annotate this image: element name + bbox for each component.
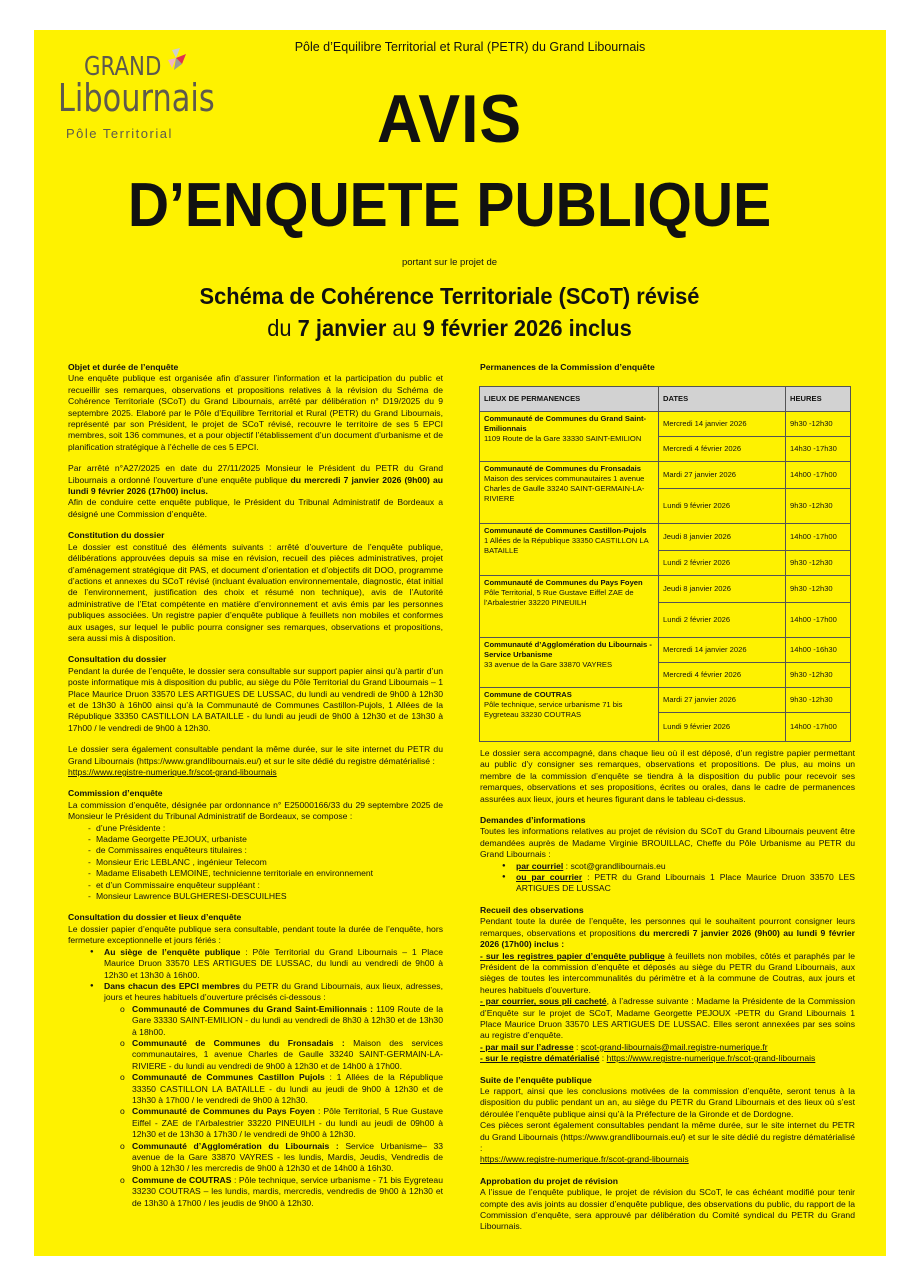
list-item: ● par courriel : scot@grandlibournais.eu	[480, 861, 855, 872]
list-item: - de Commissaires enquêteurs titulaires :	[68, 845, 443, 856]
table-cell: Mardi 27 janvier 2026	[659, 688, 786, 713]
table-cell: Jeudi 8 janvier 2026	[659, 524, 786, 551]
column-header: DATES	[659, 387, 786, 412]
logo-star-icon	[158, 44, 194, 80]
list-item: - Monsieur Eric LEBLANC , ingénieur Telecom	[68, 857, 443, 868]
table-cell: Mercredi 4 février 2026	[659, 663, 786, 688]
table-header-row	[480, 387, 851, 412]
table-cell: 9h30 -12h30	[786, 663, 851, 688]
section-heading: Recueil des observations	[480, 904, 584, 915]
table-row	[480, 524, 851, 551]
organization-header: Pôle d’Equilibre Territorial et Rural (PETR) du Grand Libournais	[294, 40, 646, 54]
list-item: o Communauté de Communes du Grand Saint-Emilionnais : 1109 Route de la Gare 33330 SAINT-EMILION - du lundi au vendredi de 8h30 à 12h30 et de 13h30 à 18h00.	[68, 1004, 443, 1038]
list-item: - Madame Elisabeth LEMOINE, technicienne territoriale en environnement	[68, 868, 443, 879]
logo-grand-text: GRAND	[84, 52, 162, 82]
email-link[interactable]: scot-grand-libournais@mail.registre-numerique.fr	[580, 1041, 768, 1052]
table-cell: 14h30 -17h30	[786, 437, 851, 462]
paragraph: A l’issue de l’enquête publique, le projet de révision du SCoT, le cas échéant modifié pour tenir compte des avis joints au dossier d’enquête publique, des observations du public, du rapport de la Commission d’enquête, sera approuvé par délibération du Comité syndical du PETR du Grand Libournais.	[480, 1187, 855, 1232]
list-item: ● Au siège de l’enquête publique : Pôle Territorial du Grand Libournais – 1 Place Maurice Druon 33570 LES ARTIGUES DE LUSSAC, du lundi au vendredi de 9h00 à 12h30 et 13h30 à 16h00.	[68, 947, 443, 981]
paragraph: - sur les registres papier d’enquête publique à feuillets non mobiles, côtés et paraphés par le Président de la commission d’enquête et déposés au siège du PETR du Grand Libournais, aux sièges de toutes les intercommunalités du périmètre et à la commune de Coutras, aux jours et heures habituels d’ouverture.	[480, 950, 855, 995]
table-cell: Mardi 27 janvier 2026	[659, 462, 786, 489]
commission-list	[68, 823, 443, 903]
section-heading: Suite de l’enquête publique	[480, 1074, 592, 1085]
table-cell: 9h30 -12h30	[786, 688, 851, 713]
section-heading: Constitution du dossier	[68, 530, 165, 541]
registre-link[interactable]: https://www.registre-numerique.fr/scot-grand-libournais	[606, 1053, 816, 1064]
paragraph: Par arrêté n°A27/2025 en date du 27/11/2025 Monsieur le Président du PETR du Grand Libournais a ordonné l’ouverture d’une enquête publique du mercredi 7 janvier 2026 (9h00) au lundi 9 février 2026 (17h00) inclus.	[68, 463, 443, 497]
paragraph: Ces pièces seront également consultables pendant la même durée, sur le site internet du PETR du Grand Libournais (https://www.grandlibournais.eu/) et sur le site dédié du registre dématérialisé :	[480, 1120, 855, 1153]
table-cell: 9h30 -12h30	[786, 489, 851, 524]
table-cell: Commune de COUTRAS Pôle technique, service urbanisme 71 bis Eygreteau 33230 COUTRAS	[480, 688, 659, 742]
paragraph: Toutes les informations relatives au projet de révision du SCoT du Grand Libournais peuvent être demandées auprès de Madame Virginie BROUILLAC, Cheffe du Pôle Urbanisme au PETR du Grand Libournais :	[480, 826, 855, 860]
table-cell: Lundi 9 février 2026	[659, 489, 786, 524]
table-cell: 14h00 -17h00	[786, 524, 851, 551]
paragraph: Pendant toute la durée de l’enquête, les personnes qui le souhaitent pourront consigner leurs remarques, observations et propositions du mercredi 7 janvier 2026 (9h00) au lundi 9 février 2026 (17h00) inclus :	[480, 916, 855, 950]
title-enquete-publique: D’ENQUETE PUBLIQUE	[127, 171, 772, 240]
list-item: - Monsieur Lawrence BULGHERESI-DESCUILHES	[68, 891, 443, 902]
epci-list	[68, 1004, 443, 1209]
column-header: LIEUX DE PERMANENCES	[480, 387, 659, 412]
registre-link[interactable]: https://www.registre-numerique.fr/scot-grand-libournais	[68, 767, 277, 777]
table-cell: Mercredi 4 février 2026	[659, 437, 786, 462]
paragraph: Le dossier sera accompagné, dans chaque lieu où il est déposé, d’un registre papier permettant au public d’y consigner ses remarques, observations et propositions. De plus, au moins un membre de la commission d’enquête se tiendra à la disposition du public pour recevoir ses remarques, observations et ses propositions, écrites ou orales, dans le cadre de permanences assurées aux lieux, jours et heures figurant dans le tableau ci-dessus.	[480, 748, 855, 804]
table-cell: Mercredi 14 janvier 2026	[659, 412, 786, 437]
paragraph: Le rapport, ainsi que les conclusions motivées de la commission d’enquête, seront tenus à la disposition du public pendant un an, au siège du PETR du Grand Libournais et des lieux où s’est déroulée l’enquête publique ainsi qu’à la Préfecture de la Gironde et de Dordogne.	[480, 1085, 855, 1119]
list-item: o Communauté de Communes du Pays Foyen : Pôle Territorial, 5 Rue Gustave Eiffel - ZAE de l’Arbalestrier 33220 PINEUILH - du lundi au jeudi de 09h00 à 12h30 et de 13h30 à 17h30 / le vendredi de 9h00 à 12h30.	[68, 1106, 443, 1140]
list-item: o Commune de COUTRAS : Pôle technique, service urbanisme - 71 bis Eygreteau 33230 COUTRAS – les lundis, mardis, mercredis, vendredis de 9h00 à 12h30 et de 13h30 à 17h00 / les jeudis de 9h00 à 12h30.	[68, 1175, 443, 1209]
table-cell: 14h00 -17h00	[786, 462, 851, 489]
list-item: - et d’un Commissaire enquêteur suppléant :	[68, 880, 443, 891]
subtitle-scot: Schéma de Cohérence Territoriale (SCoT) révisé	[199, 283, 700, 309]
section-heading: Consultation du dossier	[68, 654, 167, 665]
column-header: HEURES	[786, 387, 851, 412]
list-item: - d’une Présidente :	[68, 823, 443, 834]
permanences-title: Permanences de la Commission d’enquête	[480, 362, 655, 372]
paragraph: - par mail sur l’adresse : scot-grand-libournais@mail.registre-numerique.fr	[480, 1041, 768, 1052]
table-row	[480, 576, 851, 603]
table-row	[480, 412, 851, 437]
table-cell: 14h00 -17h00	[786, 713, 851, 742]
table-cell: Communauté de Communes du Pays Foyen Pôle Territorial, 5 Rue Gustave Eiffel ZAE de l’Arbalestrier 33220 PINEUILH	[480, 576, 659, 638]
table-cell: Lundi 2 février 2026	[659, 551, 786, 576]
paragraph: Le dossier sera également consultable pendant la même durée, sur le site internet du PETR du Grand Libournais (https://www.grandlibournais.eu/) et sur le site dédié du registre dématérialisé :	[68, 744, 443, 766]
list-item: o Communauté de Communes du Fronsadais : Maison des services communautaires, 1 avenue Charles de Gaulle 33240 SAINT-GERMAIN-LA-RIVIERE - du lundi au vendredi de 9h00 à 12h30 et de 14h00 à 17h00.	[68, 1038, 443, 1072]
table-row	[480, 638, 851, 663]
permanences-table	[479, 386, 851, 742]
table-cell: 14h00 -16h30	[786, 638, 851, 663]
table-cell: Communauté d’Agglomération du Libournais - Service Urbanisme 33 avenue de la Gare 33870 VAYRES	[480, 638, 659, 688]
table-cell: Lundi 2 février 2026	[659, 603, 786, 638]
paragraph: - sur le registre dématérialisé : https://www.registre-numerique.fr/scot-grand-libournais	[480, 1053, 816, 1064]
table-cell: Lundi 9 février 2026	[659, 713, 786, 742]
table-cell: Communauté de Communes du Fronsadais Maison des services communautaires 1 avenue Charles de Gaulle 33240 SAINT-GERMAIN-LA-RIVIERE	[480, 462, 659, 524]
list-item: o Communauté d’Agglomération du Libournais : Service Urbanisme– 33 avenue de la Gare 33870 VAYRES - les lundis, Mardis, Jeudis, Vendredis de 9h00 à 12h30 / les mercredis de 9h00 à 12h30 et de 14h00 à 16h30.	[68, 1141, 443, 1175]
paragraph: Le dossier papier d’enquête publique sera consultable, pendant toute la durée de l’enquête, hors fermeture exceptionnelle et jours fériés :	[68, 923, 443, 946]
title-avis: AVIS	[376, 81, 523, 157]
section-heading: Approbation du projet de révision	[480, 1175, 618, 1186]
paragraph: Pendant la durée de l’enquête, le dossier sera consultable sur support papier ainsi qu’à partir d’un poste informatique mis à disposition du public, au siège du Pôle Territorial du Grand Libournais – 1 Place Maurice Druon 33570 LES ARTIGUES DE LUSSAC, du lundi au vendredi de 9h00 à 12h30 et de 13h30 à 16h00 ainsi qu’à la Communauté de Communes Castillon-Pujols, 1 Allées de la République 33350 CASTILLON LA BATAILLE - du lundi au jeudi de 9h00 à 12h30 et de 13h30 à 17h00 / le vendredi de 9h00 à 12h30.	[68, 665, 443, 733]
table-cell: Communauté de Communes Castillon-Pujols 1 Allées de la République 33350 CASTILLON LA BATAILLE	[480, 524, 659, 576]
section-heading: Demandes d’informations	[480, 815, 586, 826]
subtitle-dates: du 7 janvier au 9 février 2026 inclus	[267, 315, 632, 341]
table-cell: Mercredi 14 janvier 2026	[659, 638, 786, 663]
list-item: ● ou par courrier : PETR du Grand Libournais 1 Place Maurice Druon 33570 LES ARTIGUES DE LUSSAC	[480, 872, 855, 895]
list-item: o Communauté de Communes Castillon Pujols : 1 Allées de la République 33350 CASTILLON LA BATAILLE - du lundi au jeudi de 9h00 à 12h30 et de 13h30 à 17h00 / le vendredi de 9h00 à 12h30.	[68, 1072, 443, 1106]
list-item: - Madame Georgette PEJOUX, urbaniste	[68, 834, 443, 845]
table-cell: 9h30 -12h30	[786, 551, 851, 576]
subtitle-portant: portant sur le projet de	[401, 257, 498, 268]
paragraph: - par courrier, sous pli cacheté, à l’adresse suivante : Madame la Présidente de la Commission d’Enquête sur le projet de SCoT, Madame Georgette PEJOUX -PETR du Grand Libournais 1 Place Maurice Druon 33570 LES ARTIGUES DE LUSSAC. Elles seront annexées par ses soins au registre d’enquête.	[480, 996, 856, 1041]
section-heading: Consultation du dossier et lieux d’enquête	[68, 912, 242, 923]
table-cell: 9h30 -12h30	[786, 576, 851, 603]
registre-link[interactable]: https://www.registre-numerique.fr/scot-grand-libournais	[480, 1154, 689, 1165]
logo-pole-text: Pôle Territorial	[66, 126, 173, 141]
list-item: ● Dans chacun des EPCI membres du PETR du Grand Libournais, aux lieux, adresses, jours et heures habituels d’ouverture précisés ci-dessous :	[68, 981, 443, 1004]
contact-list	[480, 861, 855, 895]
table-cell: 14h00 -17h00	[786, 603, 851, 638]
table-row	[480, 462, 851, 489]
section-heading: Objet et durée de l’enquête	[68, 362, 179, 372]
paragraph: Une enquête publique est organisée afin d’assurer l’information et la participation du public et recueillir ses remarques, observations et propositions relatives à la révision du Schéma de Cohérence Territoriale (SCoT) du Grand Libournais, arrêté par délibération n° D19/2025 du 9 septembre 2025. Elaboré par le Pôle d’Equilibre Territorial et Rural (PETR) du Grand Libournais, représenté par son Président, le projet de SCoT révisé, recouvre le territoire de ses 5 EPCI membres, soit 136 communes, et a pour objectif l’établissement d’un document d’urbanisme et de planification stratégique à l’échelle de ces 5 EPCI.	[68, 373, 443, 452]
paragraph: Le dossier est constitué des éléments suivants : arrêté d’ouverture de l’enquête publique, délibérations approuvées depuis sa mise en révision, recueil des pièces administratives, projet d’aménagement stratégique dit PAS, et document d’orientation et d’objectifs dit DOO, programme d’actions et annexes du SCoT révisé (incluant évaluation environnementale, diagnostic, état initial de l’environnement, justification des choix et résumé non technique), avis de l’Autorité administrative de l’Etat compétente en matière d’environnement et avis émis par les personnes publiques associées. Un registre papier d’enquête publique à feuillets non mobiles et conformes aux usages, sur lequel le public pourra consigner ses remarques, observations et propositions, sera aussi mis à disposition.	[68, 541, 443, 643]
table-cell: Communauté de Communes du Grand Saint-Emilionnais 1109 Route de la Gare 33330 SAINT-EMILION	[480, 412, 659, 462]
right-column	[480, 748, 855, 1233]
lieux-list	[68, 947, 443, 1004]
logo-libournais-text: Libournais	[58, 76, 215, 120]
paragraph: La commission d’enquête, désignée par ordonnance n° E25000166/33 du 29 septembre 2025 de Monsieur le Président du Tribunal Administratif de Bordeaux, se compose :	[68, 799, 443, 822]
table-cell: Jeudi 8 janvier 2026	[659, 576, 786, 603]
table-row	[480, 688, 851, 713]
paragraph: Afin de conduire cette enquête publique, le Président du Tribunal Administratif de Bordeaux a désigné une Commission d’enquête.	[68, 497, 443, 519]
left-column	[68, 362, 443, 1209]
section-heading: Commission d’enquête	[68, 788, 163, 799]
table-cell: 9h30 -12h30	[786, 412, 851, 437]
